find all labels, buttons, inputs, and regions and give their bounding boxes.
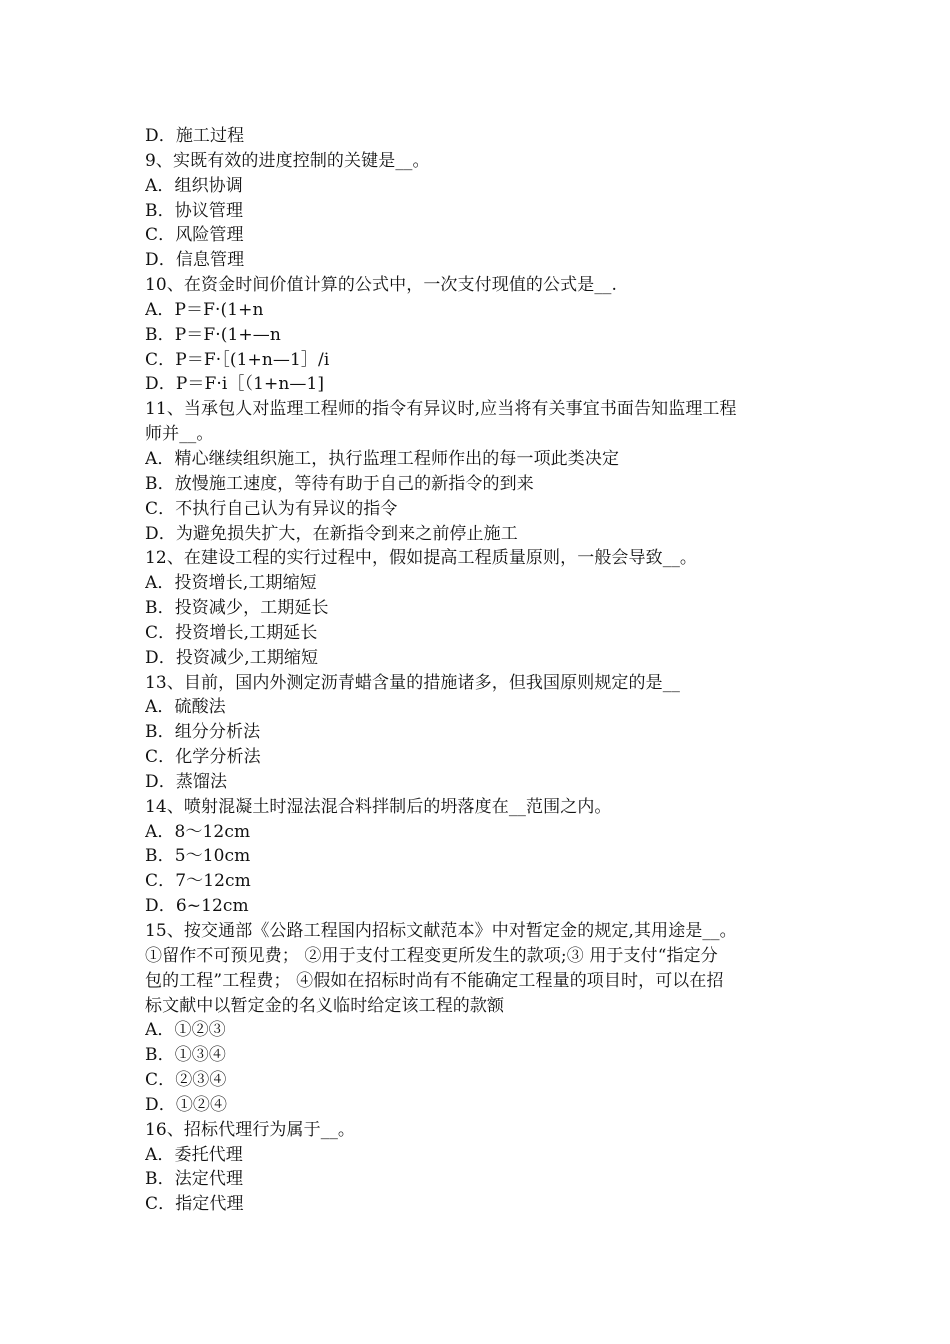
question-line: 16、招标代理行为属于__。 bbox=[145, 1119, 356, 1140]
question-line: 11、当承包人对监理工程师的指令有异议时,应当将有关事宜书面告知监理工程 bbox=[145, 399, 737, 420]
option-line: C．风险管理 bbox=[145, 225, 244, 246]
option-line: B．5～10cm bbox=[145, 846, 251, 867]
option-line: B．P＝F·(1+—n bbox=[145, 324, 281, 345]
option-line: A．投资增长,工期缩短 bbox=[145, 573, 317, 594]
option-line: C．投资增长,工期延长 bbox=[145, 622, 318, 643]
option-line: B．①③④ bbox=[145, 1045, 226, 1066]
question-line: 包的工程”工程费； ④假如在招标时尚有不能确定工程量的项目时，可以在招 bbox=[145, 970, 724, 991]
question-line: 标文献中以暂定金的名义临时给定该工程的款额 bbox=[145, 995, 505, 1016]
option-line: D．为避免损失扩大，在新指令到来之前停止施工 bbox=[145, 523, 518, 544]
option-line: C．化学分析法 bbox=[145, 747, 261, 768]
question-line: 师并__。 bbox=[145, 424, 214, 445]
option-line: B．协议管理 bbox=[145, 200, 244, 221]
document-page bbox=[145, 124, 810, 1217]
option-line: A．硫酸法 bbox=[145, 697, 226, 718]
option-line: A．委托代理 bbox=[145, 1144, 243, 1165]
option-line: B．放慢施工速度，等待有助于自己的新指令的到来 bbox=[145, 473, 534, 494]
option-line: C．指定代理 bbox=[145, 1194, 244, 1215]
option-line: B．投资减少，工期延长 bbox=[145, 598, 329, 619]
option-line: D．信息管理 bbox=[145, 250, 245, 271]
option-line: D．P＝F·i［（1+n—1] bbox=[145, 374, 325, 395]
option-line: A．精心继续组织施工，执行监理工程师作出的每一项此类决定 bbox=[145, 448, 620, 469]
question-line: 14、喷射混凝土时湿法混合料拌制后的坍落度在__范围之内。 bbox=[145, 796, 612, 817]
option-line: D．施工过程 bbox=[145, 126, 245, 146]
option-line: D．6~12cm bbox=[145, 896, 249, 917]
option-line: C．7～12cm bbox=[145, 871, 251, 892]
option-line: A．组织协调 bbox=[145, 175, 243, 196]
option-line: D．投资减少,工期缩短 bbox=[145, 647, 319, 668]
question-line: 15、按交通部《公路工程国内招标文献范本》中对暂定金的规定,其用途是__。 bbox=[145, 921, 737, 941]
question-line: ①留作不可预见费； ②用于支付工程变更所发生的款项;③ 用于支付“指定分 bbox=[145, 945, 718, 966]
question-line: 13、目前，国内外测定沥青蜡含量的措施诸多，但我国原则规定的是__ bbox=[145, 672, 680, 693]
option-line: D．蒸馏法 bbox=[145, 771, 228, 792]
question-line: 9、实既有效的进度控制的关键是__。 bbox=[145, 150, 430, 171]
option-line: C．②③④ bbox=[145, 1070, 227, 1091]
option-line: A．P＝F·(1+n bbox=[145, 299, 264, 320]
option-line: D．①②④ bbox=[145, 1094, 228, 1115]
option-line: A．①②③ bbox=[145, 1020, 226, 1041]
option-line: C．不执行自己认为有异议的指令 bbox=[145, 498, 398, 519]
question-line: 10、在资金时间价值计算的公式中，一次支付现值的公式是__. bbox=[145, 275, 618, 296]
option-line: B．法定代理 bbox=[145, 1169, 244, 1190]
option-line: B．组分分析法 bbox=[145, 722, 261, 743]
question-line: 12、在建设工程的实行过程中，假如提高工程质量原则，一般会导致__。 bbox=[145, 548, 698, 569]
option-line: A．8～12cm bbox=[145, 821, 251, 842]
option-line: C．P＝F·［(1+n—1］/i bbox=[145, 349, 330, 370]
